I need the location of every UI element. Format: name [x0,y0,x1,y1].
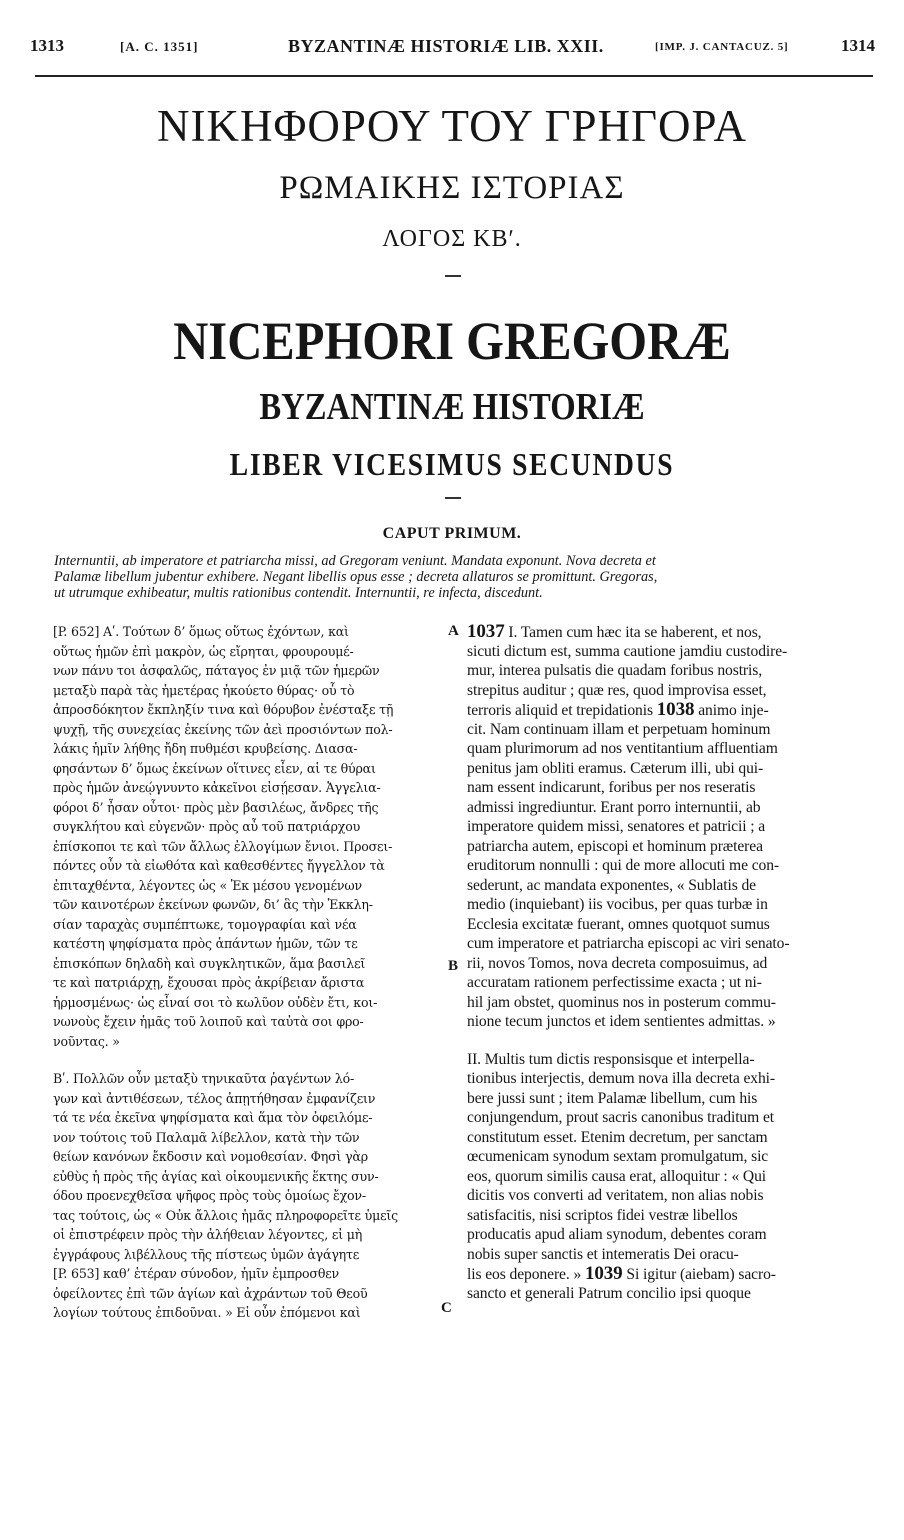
text-line: [P. 652] Αʹ. Τούτων δ’ ὅμως οὕτως ἐχόντων, καὶ [53,624,349,639]
summary-line: Internuntii, ab imperatore et patriarcha missi, ad Gregoram veniunt. Mandata exponunt. Nova decreta et [54,553,656,569]
latin-subtitle: BYZANTINÆ HISTORIÆ [259,386,645,428]
page-number-right: 1314 [841,36,875,55]
text-line: hil jam obstet, quominus nos in posterum commu- [467,993,776,1011]
chapter-heading: CAPUT PRIMUM. [382,525,522,542]
text-line: sancto et generali Patrum concilio ipsi quoque [467,1284,751,1302]
text-line: patriarcha autem, episcopi et hominum præterea [467,837,763,855]
text-line: mur, interea pulsatis die quadam foribus nostris, [467,662,763,679]
text-line: penitus jam obliti eramus. Cæterum illi, ubi qui- [467,759,764,777]
chapter-summary [54,553,874,601]
column-number-marker: 1037 [467,621,505,642]
text-line: cum imperatore et patriarcha episcopi ac viri senato- [467,935,790,952]
text-line: sicuti dictum est, summa cautione jamdiu custodire- [467,642,788,660]
text-line: œcumenicam synodum sextam promulgatum, sic [467,1148,769,1165]
header-rule [35,75,873,77]
text-line: τε καὶ πατριάρχῃ, ἔχουσαι πρὸς ἀκρίβειαν ἄριστα [53,975,365,990]
text-line: τῶν καινοτέρων ἐκείνων φωνῶν, δι’ ἃς τὴν Ἐκκλη- [53,897,373,912]
text-line: nione tecum junctos et idem sentientes admittas. » [467,1013,776,1030]
text-line: satisfacitis, nisi scriptos fidei vestræ libellos [467,1206,738,1224]
text-line: conjungendum, prout sacris canonibus traditum et [467,1109,775,1126]
text-line: Βʹ. Πολλῶν οὖν μεταξὺ τηνικαῦτα ῥαγέντων λό- [53,1071,355,1086]
text-line: II. Multis tum dictis responsisque et interpella- [467,1050,755,1068]
latin-text-column [467,622,875,1303]
text-line: quam plurimorum ad nos ventitantium affluentiam [467,740,778,757]
text-line: όδου προενεχθεῖσα ψῆφος πρὸς τοὺς ὁμοίως ἔχον- [53,1188,366,1203]
summary-line: Palamæ libellum jubentur exhibere. Negant libellis opus esse ; decreta allaturos se promittunt. Gregoras, [54,569,658,585]
date-marker: [A. C. 1351] [120,39,199,54]
running-title: BYZANTINÆ HISTORIÆ LIB. XXII. [288,36,604,56]
text-line: imperatore quidem missi, senatores et patricii ; a [467,818,766,835]
text-line: τας τούτοις, ὡς « Οὐκ ἄλλοις ἡμᾶς πληροφορεῖτε ὑμεῖς [53,1207,399,1223]
text-line: rii, novos Tomos, nova decreta composuimus, ad [467,954,768,972]
text-line: sederunt, ac mandata exponentes, « Sublatis de [467,876,756,894]
text-line: κατέστη ψηφίσματα πρὸς ἁπάντων ἡμῶν, τῶν τε [53,936,358,951]
latin-book-number: LIBER VICESIMUS SECUNDUS [229,446,675,482]
text-line: οἱ ἐπιστρέφειν πρὸς τὴν ἀλήθειαν λέγοντες, εἰ μὴ [53,1227,363,1242]
text-line: νωνοὺς ἔχειν ἡμᾶς τοῦ λοιποῦ καὶ ταὐτὰ σοι φρο- [53,1014,364,1029]
page-number-left: 1313 [30,36,64,55]
text-line: ἐπίσκοποι τε καὶ τῶν ἄλλως ἐλλογίμων ἔνιοι. Προσει- [53,838,393,854]
text-line: 1037 I. Tamen cum hæc ita se haberent, et nos, [467,621,762,642]
text-line: nobis super sanctis et intemeratis Dei oracu- [467,1245,739,1263]
column-number-marker: 1038 [656,699,695,720]
text-line: cit. Nam continuam illam et perpetuam hominum [467,720,771,738]
text-line: οὕτως ἡμῶν ἐπὶ μακρὸν, ὡς εἴρηται, φρουρουμέ- [53,643,354,659]
text-line: admissi ingrediuntur. Erant porro internuntii, ab [467,798,761,816]
text-line: producatis apud aliam synodum, debentes coram [467,1226,767,1243]
text-line: θείων κανόνων ἔκδοσιν καὶ νομοθεσίαν. Φησὶ γὰρ [53,1149,368,1164]
text-line: accuratam rationem perfectissime exacta ; ut ni- [467,974,762,991]
text-line: constitutum esset. Etenim decretum, per sanctam [467,1128,768,1146]
text-line: νοῦντας. » [53,1033,120,1049]
text-line: ἡρμοσμένως· ὡς εἶναί σοι τὸ κωλῦον οὐδὲν ἔτι, κοι- [53,994,378,1010]
emperor-marker: [IMP. J. CANTACUZ. 5] [655,41,789,53]
text-line: ψυχῇ, τῆς συνεχείας ἐκείνης τῶν ἀεὶ προσιόντων πολ- [53,721,393,737]
text-line: ἐπισκόπων δηλαδὴ καὶ συγκλητικῶν, ἅμα βασιλεῖ [53,955,366,971]
text-line: τά τε νέα ἐκεῖνα ψηφίσματα καὶ ἅμα τὸν ὀφειλόμε- [53,1110,373,1125]
greek-title: ΝΙΚΗΦΟΡΟΥ ΤΟΥ ΓΡΗΓΟΡΑ [157,101,747,151]
text-line: συγκλήτου καὶ εὐγενῶν· πρὸς αὖ τοῦ πατριάρχου [53,819,361,834]
text-line: nam essent indicarunt, foribus per nos reseratis [467,779,756,796]
text-line: λάκις ἡμῖν λήθης ἤδη πυθμέσι κρυβείσης. Διασα- [53,741,358,756]
greek-text-column [53,622,448,1323]
text-line: πόντες οὖν τὰ εἰωθότα καὶ καθεσθέντες ἤγγελλον τὰ [53,858,385,873]
text-line: εὐθὺς ἡ πρὸς τῆς ἁγίας καὶ οἰκουμενικῆς ἕκτης συν- [53,1168,379,1184]
title-divider [445,275,461,277]
text-line: νων πάνυ τοι ἀσφαλῶς, πάταγος ἐν μιᾷ τῶν ἡμερῶν [53,663,380,678]
text-line: eruditorum nonnulli : qui de more allocuti me con- [467,857,779,874]
title-divider [445,497,461,499]
text-line: eos, quorum similis causa erat, alloquitur : « Qui [467,1167,767,1185]
text-line: ὀφείλοντες ἐπὶ τῶν ἁγίων καὶ ἀχράντων τοῦ Θεοῦ [53,1285,368,1301]
text-line: terroris aliquid et trepidationis 1038 animo inje- [467,699,769,720]
text-line: lis eos deponere. » 1039 Si igitur (aiebam) sacro- [467,1263,776,1284]
text-line: medio (inquiebant) iis vocibus, per quas turbæ in [467,896,768,913]
text-line: λογίων τούτους ἐπιδοῦναι. » Εἰ οὖν ἑπόμενοι καὶ [53,1305,361,1320]
text-line: φησάντων δ’ ὅμως ἐκείνων οἵτινες εἶεν, αἱ τε θύραι [53,760,376,776]
text-line: bere jussi sunt ; item Palamæ libellum, cum his [467,1089,758,1107]
column-number-marker: 1039 [584,1263,623,1284]
paragraph-gap [53,1051,448,1069]
text-line: Ecclesia excitatæ fuerant, omnes quotquot sumus [467,915,770,933]
margin-letter-a: A [448,623,459,639]
text-line: νον τούτοις τοῦ Παλαμᾶ λίβελλον, κατὰ τὴν τῶν [53,1129,360,1145]
text-line: dicitis vos converti ad veritatem, non alias nobis [467,1187,764,1204]
text-line: πρὸς ἡμῶν ἀνεῴγνυντο κἀκεῖνοι εἰσῄεσαν. Ἀγγελια- [53,780,381,795]
latin-title: NICEPHORI GREGORÆ [173,311,731,371]
text-line: ἐπιταχθέντα, λέγοντες ὡς « Ἐκ μέσου γενομένων [53,877,362,893]
text-line: ἀπροσδόκητον ἔκπληξίν τινα καὶ θόρυβον ἐνέσταξε τῇ [53,702,394,717]
margin-letter-c: C [441,1300,452,1316]
text-line: ἐγγράφους λιβέλλους τῆς πίστεως ὑμῶν ἀγάγητε [53,1246,360,1262]
text-line: σίαν ταραχὰς συμπέπτωκε, τομογραφίαι καὶ νέα [53,916,357,932]
text-line: γων καὶ ἀντιθέσεων, τέλος ἀπῃτήθησαν ἐμφανίζειν [53,1090,376,1106]
text-line: strepitus auditur ; quæ res, quod improvisa esset, [467,681,767,699]
text-line: [P. 653] καθ’ ἑτέραν σύνοδον, ἡμῖν ἐμπροσθεν [53,1266,339,1281]
greek-book-number: ΛΟΓΟΣ ΚΒʹ. [382,226,522,252]
text-line: tionibus interjectis, demum nova illa decreta exhi- [467,1070,775,1087]
text-line: μεταξὺ παρὰ τὰς ἡμετέρας ἠκούετο θύρας· οὗ τὸ [53,682,355,698]
paragraph-gap [467,1032,875,1050]
summary-line: ut utrumque exhibeatur, multis rationibus contendit. Internuntii, re infecta, discedunt. [54,585,543,601]
margin-letter-b: B [448,958,459,974]
text-line: φόροι δ’ ἦσαν οὗτοι· πρὸς μὲν βασιλέως, ἄνδρες τῆς [53,799,379,815]
running-head [30,36,875,56]
greek-subtitle: ΡΩΜΑΙΚΗΣ ΙΣΤΟΡΙΑΣ [279,170,625,206]
